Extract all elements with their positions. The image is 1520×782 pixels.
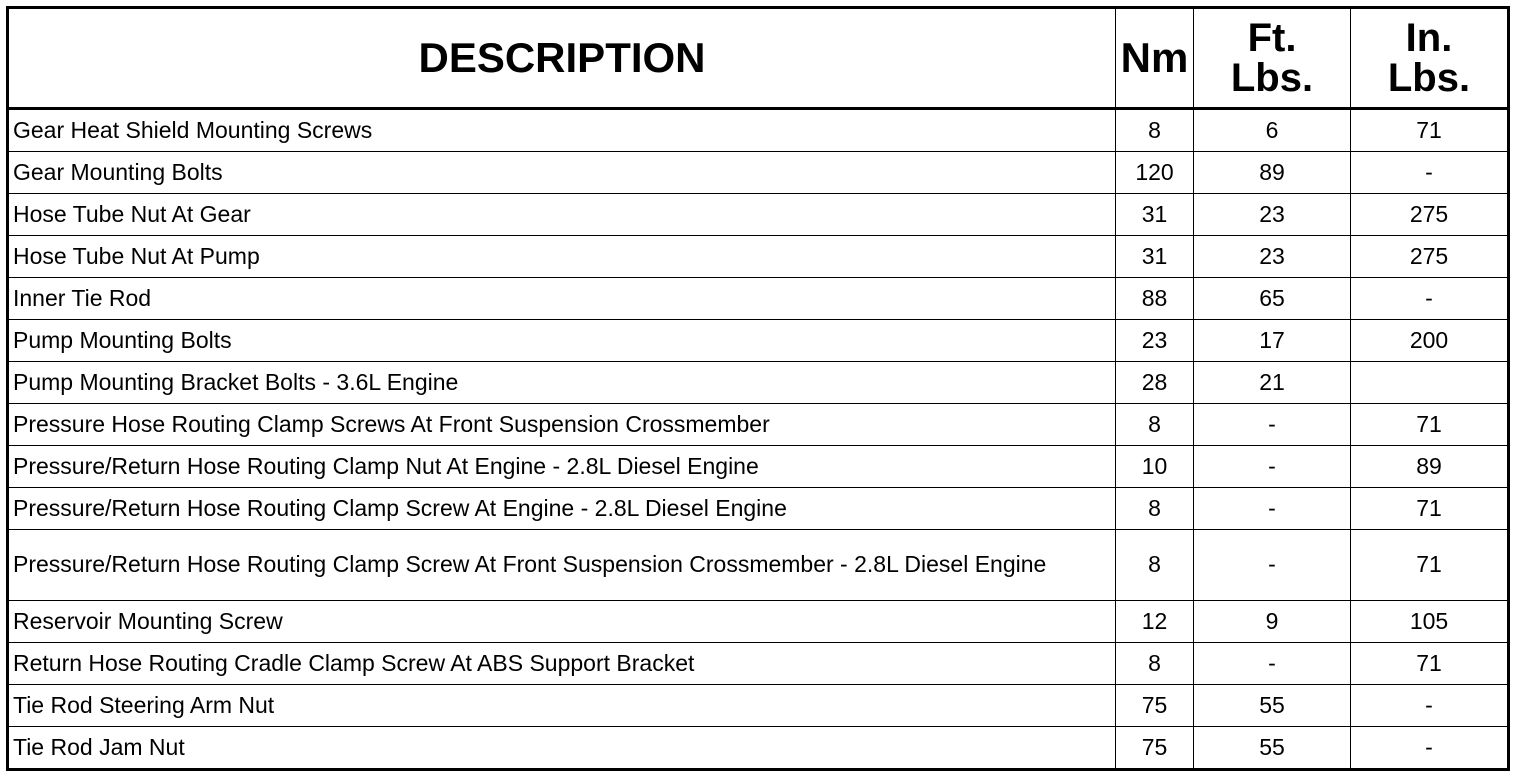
table-row xyxy=(8,362,1509,404)
in-lbs-cell: 275 xyxy=(1351,194,1509,236)
ft-lbs-cell: 17 xyxy=(1194,320,1351,362)
table-row xyxy=(8,601,1509,643)
ft-lbs-cell: 6 xyxy=(1194,109,1351,152)
nm-cell: 23 xyxy=(1116,320,1194,362)
nm-cell: 10 xyxy=(1116,446,1194,488)
in-lbs-cell: 71 xyxy=(1351,530,1509,601)
ft-lbs-cell: - xyxy=(1194,446,1351,488)
in-lbs-cell: - xyxy=(1351,152,1509,194)
table-row xyxy=(8,109,1509,152)
table-row xyxy=(8,530,1509,601)
nm-cell: 8 xyxy=(1116,404,1194,446)
nm-column-header: Nm xyxy=(1116,8,1194,109)
ft-lbs-cell: - xyxy=(1194,488,1351,530)
in-lbs-cell: - xyxy=(1351,727,1509,770)
ft-lbs-cell: - xyxy=(1194,643,1351,685)
nm-cell: 8 xyxy=(1116,643,1194,685)
in-lbs-cell: 200 xyxy=(1351,320,1509,362)
in-lbs-header-line-1: In. xyxy=(1405,16,1453,60)
in-lbs-cell: 105 xyxy=(1351,601,1509,643)
description-cell: Hose Tube Nut At Gear xyxy=(8,194,1116,236)
nm-cell: 8 xyxy=(1116,109,1194,152)
table-row xyxy=(8,727,1509,770)
table-row xyxy=(8,194,1509,236)
description-cell: Return Hose Routing Cradle Clamp Screw At ABS Support Bracket xyxy=(8,643,1116,685)
table-row xyxy=(8,320,1509,362)
ft-lbs-header-line-1: Ft. xyxy=(1247,16,1297,60)
in-lbs-cell: 71 xyxy=(1351,404,1509,446)
description-column-header: DESCRIPTION xyxy=(8,8,1116,109)
nm-cell: 8 xyxy=(1116,530,1194,601)
in-lbs-cell: 71 xyxy=(1351,109,1509,152)
ft-lbs-cell: - xyxy=(1194,404,1351,446)
description-cell: Pressure Hose Routing Clamp Screws At Front Suspension Crossmember xyxy=(8,404,1116,446)
description-cell: Tie Rod Jam Nut xyxy=(8,727,1116,770)
table-row xyxy=(8,446,1509,488)
in-lbs-cell: 89 xyxy=(1351,446,1509,488)
description-cell: Inner Tie Rod xyxy=(8,278,1116,320)
ft-lbs-cell: 55 xyxy=(1194,727,1351,770)
description-cell: Tie Rod Steering Arm Nut xyxy=(8,685,1116,727)
description-cell: Pressure/Return Hose Routing Clamp Nut At Engine - 2.8L Diesel Engine xyxy=(8,446,1116,488)
description-cell: Pump Mounting Bracket Bolts - 3.6L Engine xyxy=(8,362,1116,404)
in-lbs-cell: 275 xyxy=(1351,236,1509,278)
description-cell: Gear Mounting Bolts xyxy=(8,152,1116,194)
in-lbs-cell: - xyxy=(1351,278,1509,320)
in-lbs-header-line-2: Lbs. xyxy=(1387,56,1471,100)
table-header xyxy=(8,8,1509,109)
table-row xyxy=(8,685,1509,727)
ft-lbs-cell: 65 xyxy=(1194,278,1351,320)
ft-lbs-header-line-2: Lbs. xyxy=(1230,56,1314,100)
table-row xyxy=(8,278,1509,320)
nm-cell: 31 xyxy=(1116,236,1194,278)
table-row xyxy=(8,643,1509,685)
description-cell: Gear Heat Shield Mounting Screws xyxy=(8,109,1116,152)
ft-lbs-cell: 23 xyxy=(1194,236,1351,278)
description-cell: Hose Tube Nut At Pump xyxy=(8,236,1116,278)
table-body xyxy=(8,109,1509,770)
table-row xyxy=(8,152,1509,194)
nm-cell: 8 xyxy=(1116,488,1194,530)
description-cell: Pressure/Return Hose Routing Clamp Screw At Engine - 2.8L Diesel Engine xyxy=(8,488,1116,530)
ft-lbs-cell: 23 xyxy=(1194,194,1351,236)
ft-lbs-cell: 21 xyxy=(1194,362,1351,404)
table-row xyxy=(8,404,1509,446)
ft-lbs-cell: 9 xyxy=(1194,601,1351,643)
ft-lbs-cell: 89 xyxy=(1194,152,1351,194)
nm-cell: 12 xyxy=(1116,601,1194,643)
nm-cell: 75 xyxy=(1116,685,1194,727)
in-lbs-cell: 71 xyxy=(1351,643,1509,685)
description-cell: Pressure/Return Hose Routing Clamp Screw At Front Suspension Crossmember - 2.8L Diesel Engine xyxy=(8,530,1116,601)
nm-cell: 88 xyxy=(1116,278,1194,320)
in-lbs-cell xyxy=(1351,362,1509,404)
table-row xyxy=(8,236,1509,278)
nm-cell: 28 xyxy=(1116,362,1194,404)
in-lbs-cell: 71 xyxy=(1351,488,1509,530)
nm-cell: 75 xyxy=(1116,727,1194,770)
nm-cell: 120 xyxy=(1116,152,1194,194)
nm-cell: 31 xyxy=(1116,194,1194,236)
ft-lbs-cell: 55 xyxy=(1194,685,1351,727)
table-row xyxy=(8,488,1509,530)
ft-lbs-cell: - xyxy=(1194,530,1351,601)
in-lbs-column-header xyxy=(1351,8,1509,109)
description-cell: Pump Mounting Bolts xyxy=(8,320,1116,362)
ft-lbs-column-header xyxy=(1194,8,1351,109)
description-cell: Reservoir Mounting Screw xyxy=(8,601,1116,643)
torque-spec-table xyxy=(6,6,1510,771)
in-lbs-cell: - xyxy=(1351,685,1509,727)
header-row xyxy=(8,8,1509,109)
